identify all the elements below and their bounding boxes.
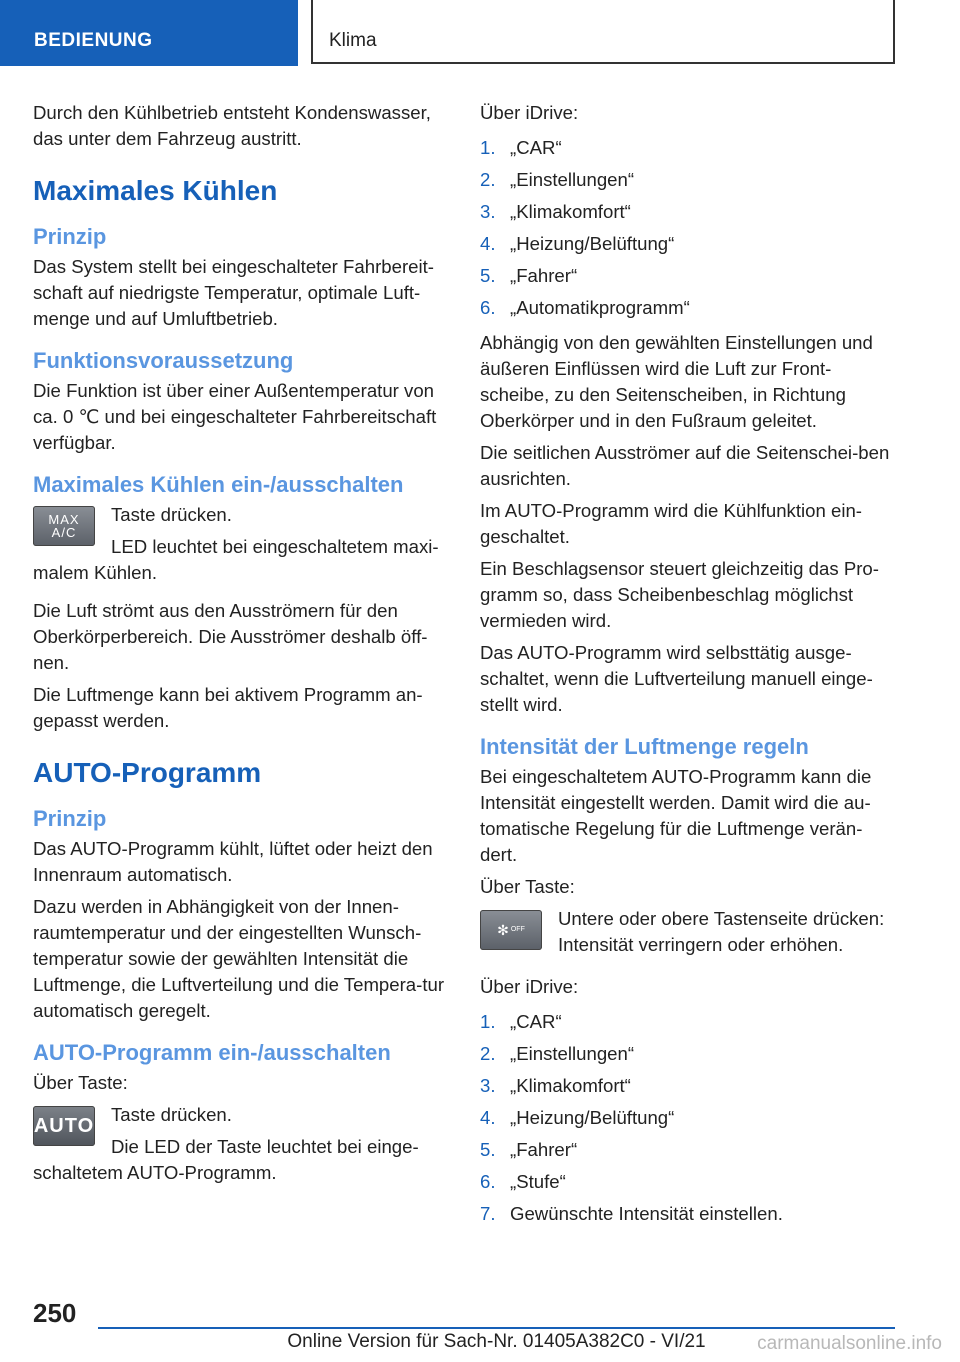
list-item: 5. „Fahrer“ xyxy=(480,1139,578,1160)
heading-auto-programm: AUTO-Programm xyxy=(33,757,262,788)
max-label: MAX xyxy=(48,512,80,527)
heading-intensitaet: Intensität der Luftmenge regeln xyxy=(480,734,809,759)
list-item: 1. „CAR“ xyxy=(480,137,562,158)
paragraph: Die Luftmenge kann bei aktivem Programm an-gepasst werden. xyxy=(33,684,423,731)
list-item: 4. „Heizung/Belüftung“ xyxy=(480,233,675,254)
list-item: 1. „CAR“ xyxy=(480,1011,562,1032)
heading-max-kuehlen-schalten: Maximales Kühlen ein-/ausschalten xyxy=(33,472,404,497)
watermark: carmanualsonline.info xyxy=(757,1333,942,1354)
paragraph: Taste drücken. xyxy=(111,1104,232,1125)
ac-label: A/C xyxy=(51,525,77,540)
paragraph: Die seitlichen Ausströmer auf die Seitenschei-ben ausrichten. xyxy=(480,442,890,489)
paragraph: Über Taste: xyxy=(480,876,575,897)
auto-key-block xyxy=(33,1102,447,1192)
list-item: 2. „Einstellungen“ xyxy=(480,169,635,190)
chapter-title: Klima xyxy=(311,0,895,64)
paragraph: Das AUTO-Programm wird selbsttätig ausge-schaltet, wenn die Luftverteilung manuell einge-stellt wird. xyxy=(480,642,873,715)
paragraph: Über iDrive: xyxy=(480,102,579,123)
paragraph: Im AUTO-Programm wird die Kühlfunktion ein-geschaltet. xyxy=(480,500,862,547)
list-item: 7. Gewünschte Intensität einstellen. xyxy=(480,1203,783,1224)
list-item: 5. „Fahrer“ xyxy=(480,265,578,286)
paragraph: LED leuchtet bei eingeschaltetem maxi-malem Kühlen. xyxy=(33,536,439,583)
section-tab: BEDIENUNG xyxy=(0,0,298,66)
max-ac-key-block xyxy=(33,502,447,592)
list-item: 3. „Klimakomfort“ xyxy=(480,201,631,222)
heading-maximales-kuehlen: Maximales Kühlen xyxy=(33,175,278,206)
heading-funktionsvoraussetzung: Funktionsvoraussetzung xyxy=(33,348,294,373)
list-item: 4. „Heizung/Belüftung“ xyxy=(480,1107,675,1128)
paragraph: Das System stellt bei eingeschalteter Fahrbereit-schaft auf niedrigste Temperatur, optimale Luft-menge und auf Umluftbetrieb. xyxy=(33,256,434,329)
off-label: OFF xyxy=(510,926,525,933)
paragraph: Die Funktion ist über einer Außentemperatur von ca. 0 ℃ und bei eingeschalteter Fahrbereitschaft verfügbar. xyxy=(33,380,437,453)
paragraph: Taste drücken. xyxy=(111,504,232,525)
left-column xyxy=(33,100,447,1192)
footer-version-text: Online Version für Sach-Nr. 01405A382C0 - VI/21 xyxy=(287,1331,706,1352)
paragraph: Ein Beschlagsensor steuert gleichzeitig das Pro-gramm so, dass Scheibenbeschlag möglichst vermieden wird. xyxy=(480,558,879,631)
list-item: 6. „Stufe“ xyxy=(480,1171,566,1192)
paragraph: Die LED der Taste leuchtet bei einge-schaltetem AUTO-Programm. xyxy=(33,1136,419,1183)
paragraph: Über iDrive: xyxy=(480,976,579,997)
paragraph: Das AUTO-Programm kühlt, lüftet oder heizt den Innenraum automatisch. xyxy=(33,838,433,885)
fan-key-block xyxy=(480,906,895,964)
footer-divider xyxy=(98,1327,895,1329)
max-ac-button-icon xyxy=(33,506,95,546)
heading-auto-schalten: AUTO-Programm ein-/ausschalten xyxy=(33,1040,391,1065)
idrive-steps-list xyxy=(480,132,895,324)
fan-button-icon xyxy=(480,910,542,950)
idrive-steps-list xyxy=(480,1006,895,1230)
paragraph: Dazu werden in Abhängigkeit von der Innen-raumtemperatur und der eingestellten Wunsch-temperatur sowie der gewählten Intensität die Luftmenge, die Luftverteilung und die Tempera-tur automatisch geregelt. xyxy=(33,896,445,1021)
right-column xyxy=(480,100,895,1236)
paragraph: Abhängig von den gewählten Einstellungen und äußeren Einflüssen wird die Luft zur Front-scheibe, zu den Seitenscheiben, in Richtung Oberkörper und in den Fußraum geleitet. xyxy=(480,332,873,431)
heading-prinzip: Prinzip xyxy=(33,224,107,249)
auto-button-icon: AUTO xyxy=(33,1106,95,1146)
paragraph: Untere oder obere Tastenseite drücken: Intensität verringern oder erhöhen. xyxy=(558,908,885,955)
list-item: 2. „Einstellungen“ xyxy=(480,1043,635,1064)
list-item: 3. „Klimakomfort“ xyxy=(480,1075,631,1096)
page-header xyxy=(0,0,960,66)
heading-prinzip: Prinzip xyxy=(33,806,107,831)
paragraph: Durch den Kühlbetrieb entsteht Kondenswasser, das unter dem Fahrzeug austritt. xyxy=(33,102,431,149)
paragraph: Über Taste: xyxy=(33,1072,128,1093)
page-number: 250 xyxy=(33,1298,77,1328)
paragraph: Bei eingeschaltetem AUTO-Programm kann die Intensität eingestellt werden. Damit wird die au-tomatische Regelung für die Luftmenge verän-dert. xyxy=(480,766,872,865)
paragraph: Die Luft strömt aus den Ausströmern für den Oberkörperbereich. Die Ausströmer deshalb öff-nen. xyxy=(33,600,428,673)
fan-icon: ✻ xyxy=(497,922,509,938)
list-item: 6. „Automatikprogramm“ xyxy=(480,297,690,318)
